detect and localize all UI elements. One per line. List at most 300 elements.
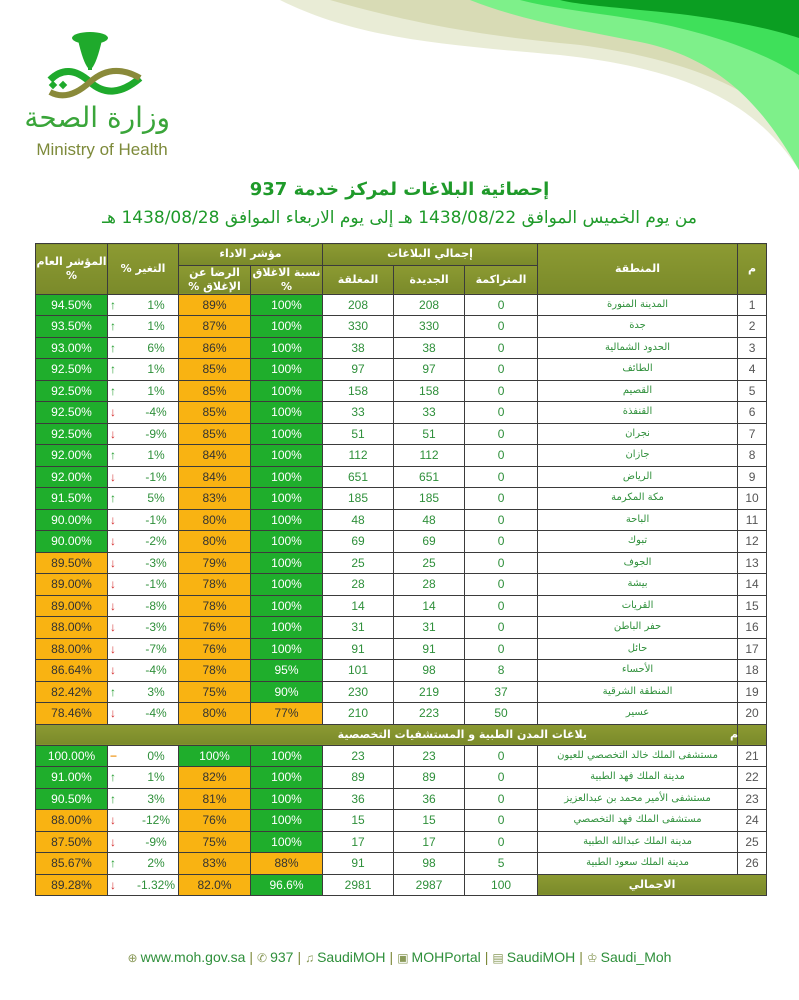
table-row <box>36 359 767 381</box>
cell-closure-rate: 90% <box>251 681 323 703</box>
footer-separator: | <box>297 949 302 965</box>
table-row <box>36 316 767 338</box>
ministry-arabic-name: وزارة الصحة <box>24 101 170 134</box>
change-value: -2% <box>145 534 167 549</box>
cell-no: 23 <box>738 788 767 810</box>
total-change <box>108 874 179 896</box>
cell-general-index: 92.50% <box>36 402 108 424</box>
cell-no: 3 <box>738 337 767 359</box>
cell-closed: 25 <box>323 552 394 574</box>
cell-region-name: جدة <box>538 316 738 338</box>
cell-region-name: الحدود الشمالية <box>538 337 738 359</box>
cell-closure-rate: 100% <box>251 767 323 789</box>
change-value: 1% <box>147 448 165 463</box>
cell-region-name: عسير <box>538 703 738 725</box>
footer-link-label: 937 <box>270 949 294 965</box>
header-accumulated: المتراكمة <box>465 265 538 294</box>
change-value: 3% <box>147 791 165 806</box>
cell-change <box>108 767 179 789</box>
section-header-row <box>36 724 767 745</box>
cell-change <box>108 831 179 853</box>
arrow-down-icon: ↓ <box>110 426 116 441</box>
cell-closed: 28 <box>323 574 394 596</box>
cell-change <box>108 788 179 810</box>
hospital-rows <box>36 724 767 874</box>
arrow-down-icon: ↓ <box>110 512 116 527</box>
cell-accumulated: 0 <box>465 509 538 531</box>
cell-closed: 91 <box>323 638 394 660</box>
cell-general-index: 88.00% <box>36 810 108 832</box>
cell-general-index: 88.00% <box>36 638 108 660</box>
cell-accumulated: 0 <box>465 617 538 639</box>
section-no: م <box>738 724 767 745</box>
cell-region-name: مدينة الملك سعود الطبية <box>538 853 738 875</box>
footer-link-label: Saudi_Moh <box>600 949 672 965</box>
table-row <box>36 445 767 467</box>
cell-change <box>108 509 179 531</box>
cell-closed: 33 <box>323 402 394 424</box>
cell-satisfaction: 86% <box>179 337 251 359</box>
cell-region-name: القريات <box>538 595 738 617</box>
cell-closed: 51 <box>323 423 394 445</box>
cell-general-index: 93.00% <box>36 337 108 359</box>
cell-general-index: 89.50% <box>36 552 108 574</box>
total-satisfaction: 82.0% <box>179 874 251 896</box>
cell-change <box>108 552 179 574</box>
cell-accumulated: 0 <box>465 745 538 767</box>
cell-satisfaction: 76% <box>179 638 251 660</box>
moh-logo-icon <box>28 28 178 100</box>
cell-satisfaction: 78% <box>179 574 251 596</box>
cell-satisfaction: 84% <box>179 445 251 467</box>
header-region: المنطقة <box>538 244 738 295</box>
arrow-down-icon: ↓ <box>110 555 116 570</box>
change-value: 5% <box>147 491 165 506</box>
cell-general-index: 100.00% <box>36 745 108 767</box>
cell-satisfaction: 79% <box>179 552 251 574</box>
change-value: -1% <box>145 469 167 484</box>
cell-change <box>108 316 179 338</box>
cell-region-name: مستشفى الملك خالد التخصصي للعيون <box>538 745 738 767</box>
arrow-down-icon: ↓ <box>110 834 116 849</box>
cell-new: 651 <box>394 466 465 488</box>
cell-satisfaction: 80% <box>179 703 251 725</box>
cell-closed: 112 <box>323 445 394 467</box>
cell-new: 112 <box>394 445 465 467</box>
cell-general-index: 86.64% <box>36 660 108 682</box>
arrow-up-icon: ↑ <box>110 684 116 699</box>
arrow-down-icon: ↓ <box>110 598 116 613</box>
total-row <box>36 874 767 896</box>
cell-closure-rate: 100% <box>251 595 323 617</box>
cell-closure-rate: 100% <box>251 531 323 553</box>
cell-closure-rate: 88% <box>251 853 323 875</box>
arrow-down-icon: ↓ <box>110 405 116 420</box>
change-value: 1% <box>147 297 165 312</box>
cell-accumulated: 0 <box>465 337 538 359</box>
table-row <box>36 574 767 596</box>
cell-new: 185 <box>394 488 465 510</box>
change-value: -7% <box>145 641 167 656</box>
cell-new: 17 <box>394 831 465 853</box>
cell-satisfaction: 85% <box>179 423 251 445</box>
cell-change <box>108 660 179 682</box>
change-value: -1% <box>145 512 167 527</box>
cell-closure-rate: 100% <box>251 552 323 574</box>
arrow-down-icon: ↓ <box>110 641 116 656</box>
cell-accumulated: 0 <box>465 445 538 467</box>
arrow-down-icon: ↓ <box>110 877 116 892</box>
arrow-up-icon: ↑ <box>110 770 116 785</box>
change-value: 2% <box>147 856 165 871</box>
table-row <box>36 788 767 810</box>
cell-no: 24 <box>738 810 767 832</box>
cell-closed: 230 <box>323 681 394 703</box>
cell-general-index: 89.00% <box>36 574 108 596</box>
change-value: -3% <box>145 555 167 570</box>
cell-accumulated: 0 <box>465 574 538 596</box>
total-label: الاجمالي <box>538 874 767 896</box>
table-row <box>36 402 767 424</box>
cell-new: 158 <box>394 380 465 402</box>
cell-new: 98 <box>394 660 465 682</box>
footer-link[interactable] <box>257 949 293 965</box>
cell-new: 31 <box>394 617 465 639</box>
change-value: -1% <box>145 577 167 592</box>
cell-no: 1 <box>738 294 767 316</box>
header-total-reports: إجمالي البلاغات <box>323 244 538 266</box>
table-row <box>36 681 767 703</box>
cell-satisfaction: 76% <box>179 617 251 639</box>
cell-closed: 89 <box>323 767 394 789</box>
cell-accumulated: 0 <box>465 552 538 574</box>
footer-link[interactable] <box>492 949 575 965</box>
cell-general-index: 88.00% <box>36 617 108 639</box>
cell-closure-rate: 100% <box>251 294 323 316</box>
cell-satisfaction: 100% <box>179 745 251 767</box>
cell-region-name: الأحساء <box>538 660 738 682</box>
cell-new: 14 <box>394 595 465 617</box>
cell-no: 13 <box>738 552 767 574</box>
cell-region-name: مكة المكرمة <box>538 488 738 510</box>
header-satisfaction: الرضا عن الإغلاق % <box>179 265 251 294</box>
cell-general-index: 89.00% <box>36 595 108 617</box>
table-row <box>36 531 767 553</box>
arrow-up-icon: ↑ <box>110 448 116 463</box>
footer-link[interactable] <box>587 949 672 965</box>
cell-region-name: مستشفى الملك فهد التخصصي <box>538 810 738 832</box>
cell-general-index: 78.46% <box>36 703 108 725</box>
change-value: -8% <box>145 598 167 613</box>
cell-closure-rate: 100% <box>251 617 323 639</box>
header-new: الجديدة <box>394 265 465 294</box>
total-general-index: 89.28% <box>36 874 108 896</box>
cell-closure-rate: 100% <box>251 509 323 531</box>
cell-change <box>108 681 179 703</box>
cell-accumulated: 8 <box>465 660 538 682</box>
cell-region-name: الباحة <box>538 509 738 531</box>
page-title: إحصائية البلاغات لمركز خدمة 937 <box>249 179 550 200</box>
change-value: -4% <box>145 706 167 721</box>
cell-closed: 101 <box>323 660 394 682</box>
table-row <box>36 488 767 510</box>
cell-new: 330 <box>394 316 465 338</box>
total-row-group <box>36 874 767 896</box>
cell-change <box>108 445 179 467</box>
cell-general-index: 87.50% <box>36 831 108 853</box>
cell-no: 5 <box>738 380 767 402</box>
change-value: 6% <box>147 340 165 355</box>
cell-satisfaction: 80% <box>179 509 251 531</box>
cell-general-index: 90.00% <box>36 509 108 531</box>
cell-closed: 91 <box>323 853 394 875</box>
cell-new: 36 <box>394 788 465 810</box>
change-value: 3% <box>147 684 165 699</box>
cell-no: 14 <box>738 574 767 596</box>
footer-separator: | <box>579 949 583 965</box>
ministry-english-name: Ministry of Health <box>36 140 168 159</box>
cell-closure-rate: 100% <box>251 745 323 767</box>
footer-separator: | <box>389 949 394 965</box>
cell-accumulated: 0 <box>465 595 538 617</box>
cell-region-name: المدينة المنورة <box>538 294 738 316</box>
cell-new: 38 <box>394 337 465 359</box>
cell-closure-rate: 100% <box>251 638 323 660</box>
cell-closure-rate: 100% <box>251 423 323 445</box>
table-row <box>36 509 767 531</box>
cell-accumulated: 0 <box>465 488 538 510</box>
cell-closure-rate: 100% <box>251 810 323 832</box>
header-performance: مؤشر الاداء <box>179 244 323 266</box>
cell-satisfaction: 85% <box>179 402 251 424</box>
cell-closed: 210 <box>323 703 394 725</box>
cell-region-name: تبوك <box>538 531 738 553</box>
change-value: -3% <box>145 620 167 635</box>
change-value: 0% <box>147 748 165 763</box>
change-value: -9% <box>145 426 167 441</box>
cell-new: 48 <box>394 509 465 531</box>
cell-new: 51 <box>394 423 465 445</box>
cell-satisfaction: 85% <box>179 380 251 402</box>
cell-new: 89 <box>394 767 465 789</box>
cell-closed: 15 <box>323 810 394 832</box>
cell-new: 223 <box>394 703 465 725</box>
cell-region-name: الرياض <box>538 466 738 488</box>
cell-region-name: بيشة <box>538 574 738 596</box>
cell-general-index: 92.00% <box>36 445 108 467</box>
change-value: 1% <box>147 362 165 377</box>
arrow-up-icon: ↑ <box>110 362 116 377</box>
twitter-icon: ♫ <box>305 951 315 965</box>
table-row <box>36 810 767 832</box>
cell-general-index: 94.50% <box>36 294 108 316</box>
cell-new: 98 <box>394 853 465 875</box>
header-closed: المغلقة <box>323 265 394 294</box>
cell-general-index: 91.00% <box>36 767 108 789</box>
footer-separator: | <box>249 949 254 965</box>
cell-closed: 158 <box>323 380 394 402</box>
cell-general-index: 92.00% <box>36 466 108 488</box>
table-row <box>36 337 767 359</box>
cell-satisfaction: 76% <box>179 810 251 832</box>
footer-link[interactable] <box>305 949 385 965</box>
region-rows <box>36 294 767 724</box>
arrow-up-icon: ↑ <box>110 383 116 398</box>
arrow-down-icon: ↓ <box>110 577 116 592</box>
cell-closure-rate: 100% <box>251 445 323 467</box>
cell-new: 91 <box>394 638 465 660</box>
cell-change <box>108 488 179 510</box>
cell-closed: 23 <box>323 745 394 767</box>
cell-satisfaction: 85% <box>179 359 251 381</box>
cell-closure-rate: 100% <box>251 831 323 853</box>
cell-no: 2 <box>738 316 767 338</box>
table-row <box>36 552 767 574</box>
cell-change <box>108 638 179 660</box>
cell-no: 8 <box>738 445 767 467</box>
footer-link[interactable] <box>397 949 481 965</box>
table-row <box>36 595 767 617</box>
cell-no: 16 <box>738 617 767 639</box>
change-value: 1% <box>147 383 165 398</box>
cell-region-name: مستشفى الأمير محمد بن عبدالعزيز <box>538 788 738 810</box>
cell-region-name: حفر الباطن <box>538 617 738 639</box>
cell-closure-rate: 100% <box>251 788 323 810</box>
cell-closed: 651 <box>323 466 394 488</box>
cell-closed: 69 <box>323 531 394 553</box>
arrow-up-icon: ↑ <box>110 791 116 806</box>
cell-accumulated: 0 <box>465 466 538 488</box>
cell-closed: 36 <box>323 788 394 810</box>
cell-general-index: 90.50% <box>36 788 108 810</box>
change-value: 1% <box>147 770 165 785</box>
cell-closure-rate: 100% <box>251 380 323 402</box>
arrow-up-icon: ↑ <box>110 856 116 871</box>
cell-new: 97 <box>394 359 465 381</box>
cell-change <box>108 595 179 617</box>
cell-accumulated: 37 <box>465 681 538 703</box>
cell-closure-rate: 100% <box>251 316 323 338</box>
cell-no: 7 <box>738 423 767 445</box>
arrow-up-icon: ↑ <box>110 340 116 355</box>
table-row <box>36 617 767 639</box>
cell-change <box>108 402 179 424</box>
cell-new: 69 <box>394 531 465 553</box>
cell-closed: 31 <box>323 617 394 639</box>
change-value: -4% <box>145 663 167 678</box>
change-value: -12% <box>141 813 170 828</box>
cell-general-index: 82.42% <box>36 681 108 703</box>
cell-no: 18 <box>738 660 767 682</box>
change-value: 1% <box>147 319 165 334</box>
table-row <box>36 853 767 875</box>
cell-satisfaction: 75% <box>179 831 251 853</box>
arrow-down-icon: ↓ <box>110 663 116 678</box>
cell-accumulated: 0 <box>465 380 538 402</box>
cell-region-name: مدينة الملك فهد الطبية <box>538 767 738 789</box>
cell-closure-rate: 95% <box>251 660 323 682</box>
cell-accumulated: 0 <box>465 831 538 853</box>
table-row <box>36 638 767 660</box>
facebook-icon: ▤ <box>492 951 504 965</box>
cell-change <box>108 466 179 488</box>
footer-link[interactable] <box>128 949 246 965</box>
cell-closure-rate: 100% <box>251 488 323 510</box>
cell-satisfaction: 78% <box>179 595 251 617</box>
cell-new: 15 <box>394 810 465 832</box>
cell-no: 25 <box>738 831 767 853</box>
cell-accumulated: 0 <box>465 359 538 381</box>
cell-satisfaction: 80% <box>179 531 251 553</box>
dash-icon: − <box>110 748 118 763</box>
cell-closed: 97 <box>323 359 394 381</box>
table-row <box>36 660 767 682</box>
cell-general-index: 92.50% <box>36 359 108 381</box>
cell-closed: 17 <box>323 831 394 853</box>
header-closure-rate: نسبة الاغلاق % <box>251 265 323 294</box>
cell-closure-rate: 100% <box>251 402 323 424</box>
arrow-up-icon: ↑ <box>110 297 116 312</box>
table-row <box>36 294 767 316</box>
arrow-down-icon: ↓ <box>110 620 116 635</box>
cell-no: 26 <box>738 853 767 875</box>
cell-accumulated: 0 <box>465 638 538 660</box>
header-change: التغير % <box>108 244 179 295</box>
cell-general-index: 92.50% <box>36 380 108 402</box>
youtube-icon: ▣ <box>397 951 409 965</box>
cell-region-name: مدينة الملك عبدالله الطبية <box>538 831 738 853</box>
cell-region-name: الطائف <box>538 359 738 381</box>
table-row <box>36 745 767 767</box>
cell-change <box>108 531 179 553</box>
cell-accumulated: 0 <box>465 423 538 445</box>
cell-new: 23 <box>394 745 465 767</box>
cell-change <box>108 380 179 402</box>
cell-general-index: 92.50% <box>36 423 108 445</box>
table-row <box>36 380 767 402</box>
cell-change <box>108 574 179 596</box>
cell-no: 11 <box>738 509 767 531</box>
footer-link-label: SaudiMOH <box>506 949 576 965</box>
cell-general-index: 93.50% <box>36 316 108 338</box>
cell-region-name: المنطقة الشرقية <box>538 681 738 703</box>
cell-closed: 208 <box>323 294 394 316</box>
arrow-down-icon: ↓ <box>110 534 116 549</box>
table-row <box>36 423 767 445</box>
cell-satisfaction: 82% <box>179 767 251 789</box>
reports-statistics-table <box>35 243 767 896</box>
cell-closure-rate: 100% <box>251 359 323 381</box>
arrow-up-icon: ↑ <box>110 491 116 506</box>
footer-separator: | <box>484 949 489 965</box>
cell-no: 10 <box>738 488 767 510</box>
cell-no: 17 <box>738 638 767 660</box>
cell-satisfaction: 78% <box>179 660 251 682</box>
cell-no: 15 <box>738 595 767 617</box>
arrow-up-icon: ↑ <box>110 319 116 334</box>
cell-accumulated: 0 <box>465 316 538 338</box>
section-title: بلاغات المدن الطبية و المستشفيات التخصصية <box>36 724 738 745</box>
cell-general-index: 90.00% <box>36 531 108 553</box>
cell-satisfaction: 87% <box>179 316 251 338</box>
cell-accumulated: 0 <box>465 767 538 789</box>
cell-change <box>108 810 179 832</box>
cell-accumulated: 0 <box>465 294 538 316</box>
cell-closed: 48 <box>323 509 394 531</box>
cell-accumulated: 50 <box>465 703 538 725</box>
cell-closure-rate: 77% <box>251 703 323 725</box>
arrow-down-icon: ↓ <box>110 706 116 721</box>
